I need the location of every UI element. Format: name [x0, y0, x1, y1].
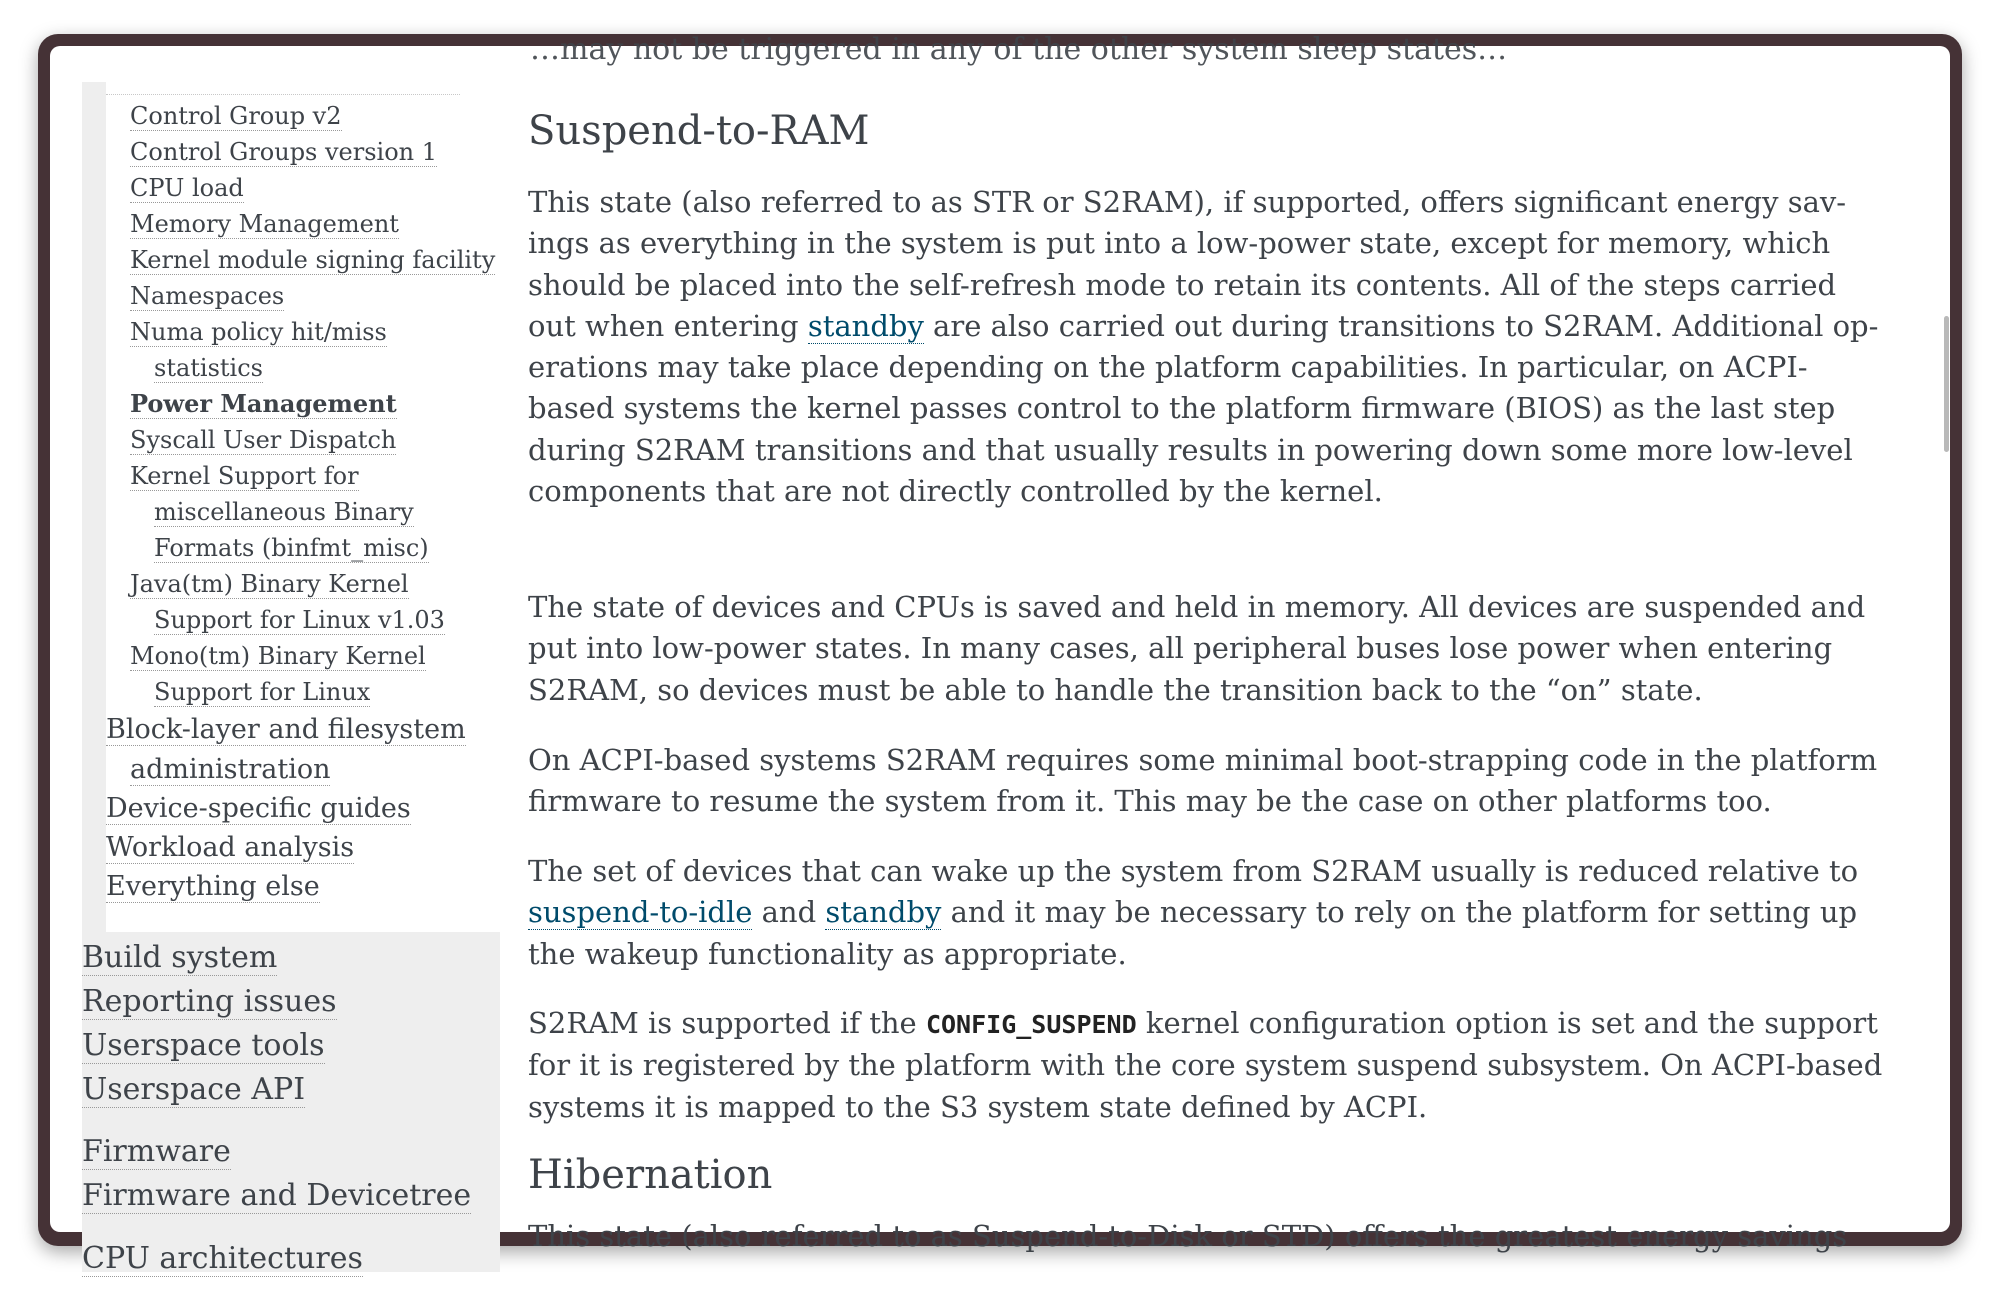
- sidebar-item-namespaces[interactable]: Namespaces: [130, 282, 285, 310]
- paragraph-hibernation-partial: This state (also referred to as Suspend-to-Disk or STD) offers the greatest energy savings: [528, 1219, 1848, 1253]
- section-title-hibernation: Hibernation: [528, 1152, 773, 1198]
- sidebar-item-userspace-tools[interactable]: Userspace tools: [82, 1028, 325, 1063]
- sidebar-item-build-system[interactable]: Build system: [82, 940, 278, 975]
- paragraph-device-state: The state of devices and CPUs is saved and held in memory. All devices are suspended and put into low-power states. In many cases, all peripheral buses lose power when entering S2RAM, so devices must be able to handle the transition back to the “on” state.: [528, 590, 1866, 707]
- sidebar-item-cpu-architectures[interactable]: CPU architectures: [82, 1241, 363, 1276]
- standby-link[interactable]: standby: [807, 308, 924, 343]
- standby-link-2[interactable]: standby: [825, 895, 942, 930]
- sidebar-item-reporting-issues[interactable]: Reporting issues: [82, 984, 337, 1019]
- paragraph-acpi-bootstrap: On ACPI-based systems S2RAM requires some minimal boot-strapping code in the platform firmware to resume the system from it. This may be the case on other platforms too.: [528, 743, 1878, 819]
- sidebar-item-mono-binary-cont[interactable]: Support for Linux: [154, 678, 371, 706]
- sidebar-item-syscall-user-dispatch[interactable]: Syscall User Dispatch: [130, 426, 397, 454]
- paragraph-s2ram-intro: This state (also referred to as STR or S2RAM), if supported, offers significant energy sav- ings as everything in the system is put into a low-power state, except for memory, which should be placed into the self-refresh mode to retain its contents. All of the steps carried out when entering standby are also carried out during transitions to S2RAM. Additional op- erations may take place depending on the platform capabilities. In particular, on ACPI- based systems the kernel passes control to the platform firmware (BIOS) as the last step during S2RAM transitions and that usually results in powering down some more low-level components that are not directly controlled by the kernel.: [528, 185, 1879, 509]
- sidebar-divider: [106, 94, 460, 95]
- sidebar-item-power-management[interactable]: Power Management: [130, 389, 397, 418]
- sidebar-item-block-layer-cont[interactable]: administration: [130, 754, 331, 785]
- sidebar-item-firmware-devicetree[interactable]: Firmware and Devicetree: [82, 1178, 472, 1213]
- sidebar-item-memory-management[interactable]: Memory Management: [130, 210, 399, 238]
- sidebar-item-java-binary-cont[interactable]: Support for Linux v1.03: [154, 606, 445, 634]
- sidebar-item-binfmt-misc[interactable]: Kernel Support for: [130, 462, 359, 490]
- sidebar-subtree: [82, 82, 500, 932]
- scrollbar-thumb[interactable]: [1944, 316, 1949, 452]
- sidebar-item-control-group-v2[interactable]: Control Group v2: [130, 102, 342, 130]
- sidebar-item-cpu-load[interactable]: CPU load: [130, 174, 244, 202]
- paragraph-wakeup-devices: The set of devices that can wake up the system from S2RAM usually is reduced relative to suspend-to-idle and standby and it may be necessary to rely on the platform for setting up the wakeup functionality as appropriate.: [528, 854, 1859, 971]
- sidebar-indent-strip: [82, 82, 106, 932]
- paragraph-config-suspend: S2RAM is supported if the CONFIG_SUSPEND kernel configuration option is set and the support for it is registered by the platform with the core system suspend subsystem. On ACPI-based systems it is mapped to the S3 system state defined by ACPI.: [528, 1006, 1883, 1124]
- sidebar-item-userspace-api[interactable]: Userspace API: [82, 1072, 306, 1107]
- sidebar-item-binfmt-misc-cont[interactable]: miscellaneous Binary: [154, 498, 414, 526]
- sidebar-toplevel-block: [82, 932, 500, 1276]
- sidebar-item-java-binary[interactable]: Java(tm) Binary Kernel: [130, 570, 409, 598]
- page-viewport: [50, 32, 1950, 1276]
- section-title-suspend-to-ram: Suspend-to-RAM: [528, 108, 870, 154]
- config-suspend-code: CONFIG_SUSPEND: [925, 1010, 1137, 1039]
- sidebar-item-binfmt-misc-cont2[interactable]: Formats (binfmt_misc): [154, 534, 429, 562]
- main-content: [528, 46, 1938, 1253]
- suspend-to-idle-link[interactable]: suspend-to-idle: [528, 895, 753, 930]
- sidebar-item-block-layer[interactable]: Block-layer and filesystem: [106, 714, 466, 745]
- sidebar-item-numa-policy[interactable]: Numa policy hit/miss: [130, 318, 387, 346]
- sidebar-item-control-groups-v1[interactable]: Control Groups version 1: [130, 138, 438, 166]
- sidebar-item-module-signing[interactable]: Kernel module signing facility: [130, 246, 496, 274]
- browser-window: [38, 32, 1962, 1276]
- sidebar-item-device-specific[interactable]: Device-specific guides: [106, 793, 411, 824]
- sidebar-item-mono-binary[interactable]: Mono(tm) Binary Kernel: [130, 642, 426, 670]
- sidebar-item-numa-policy-cont[interactable]: statistics: [154, 354, 263, 382]
- sidebar-navigation: [82, 82, 500, 1276]
- clipped-previous-line: …may not be triggered in any of the other system sleep states…: [530, 32, 1508, 67]
- sidebar-item-firmware[interactable]: Firmware: [82, 1134, 231, 1169]
- sidebar-item-everything-else[interactable]: Everything else: [106, 871, 320, 902]
- sidebar-item-workload-analysis[interactable]: Workload analysis: [106, 832, 355, 863]
